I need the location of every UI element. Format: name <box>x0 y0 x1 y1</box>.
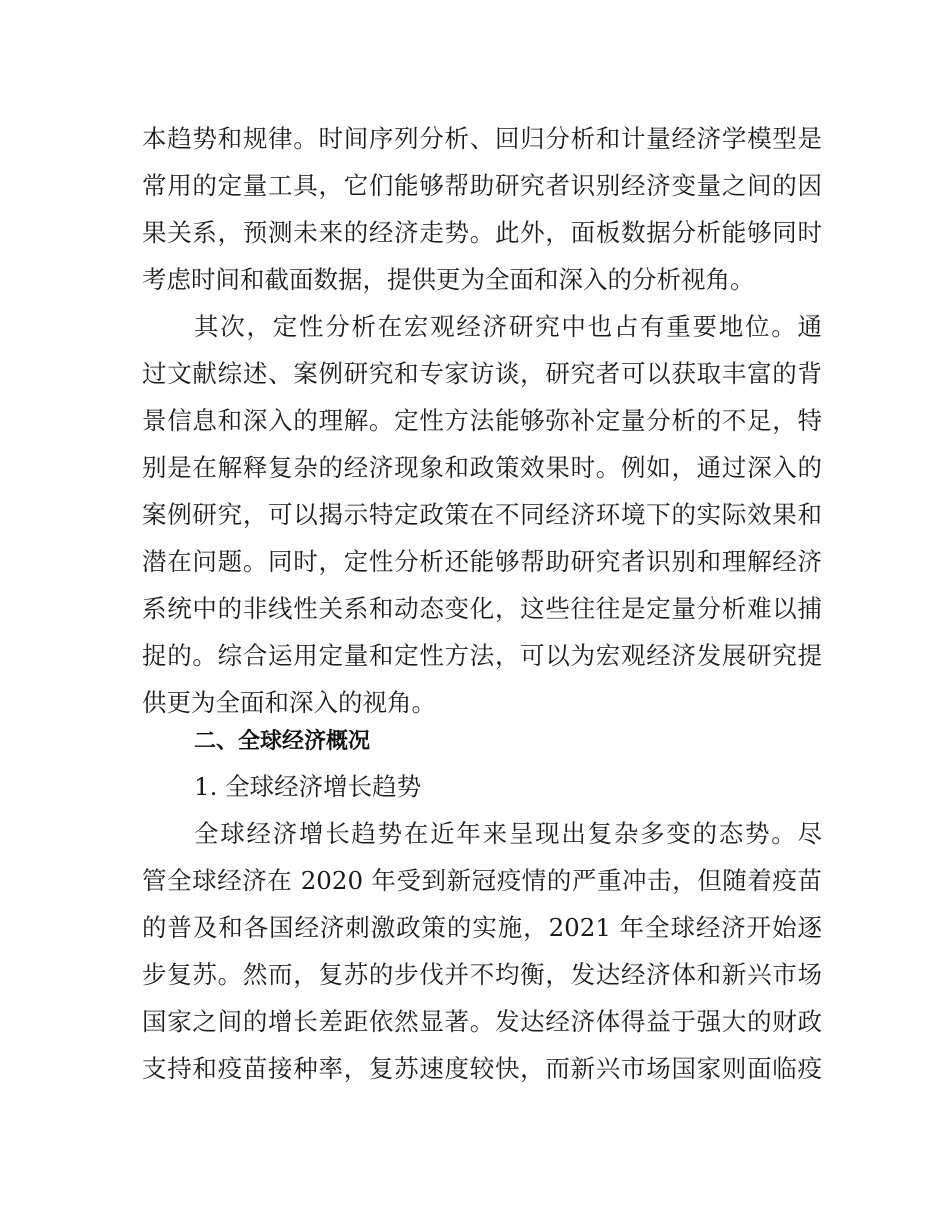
paragraph-3-line-2: 管全球经济在 2020 年受到新冠疫情的严重冲击，但随着疫苗 <box>142 866 822 895</box>
paragraph-2-line-3: 景信息和深入的理解。定性方法能够弥补定量分析的不足，特 <box>142 406 822 435</box>
paragraph-3-line-4: 步复苏。然而，复苏的步伐并不均衡，发达经济体和新兴市场 <box>142 960 822 989</box>
paragraph-2-line-5: 案例研究，可以揭示特定政策在不同经济环境下的实际效果和 <box>142 500 822 529</box>
paragraph-3-line-5: 国家之间的增长差距依然显著。发达经济体得益于强大的财政 <box>142 1007 822 1036</box>
paragraph-2-line-6: 潜在问题。同时，定性分析还能够帮助研究者识别和理解经济 <box>142 547 822 576</box>
paragraph-3-line-1: 全球经济增长趋势在近年来呈现出复杂多变的态势。尽 <box>194 819 822 848</box>
paragraph-2-line-4: 别是在解释复杂的经济现象和政策效果时。例如，通过深入的 <box>142 453 822 482</box>
paragraph-3-line-3: 的普及和各国经济刺激政策的实施，2021 年全球经济开始逐 <box>142 913 822 942</box>
paragraph-3-line-6: 支持和疫苗接种率，复苏速度较快，而新兴市场国家则面临疫 <box>142 1054 822 1083</box>
section-heading: 二、全球经济概况 <box>194 729 371 754</box>
paragraph-2-line-7: 系统中的非线性关系和动态变化，这些往往是定量分析难以捕 <box>142 594 822 623</box>
paragraph-2-line-8: 捉的。综合运用定量和定性方法，可以为宏观经济发展研究提 <box>142 641 822 670</box>
paragraph-2-line-1: 其次，定性分析在宏观经济研究中也占有重要地位。通 <box>194 312 822 341</box>
subsection-heading: 1. 全球经济增长趋势 <box>194 772 422 801</box>
paragraph-2-line-2: 过文献综述、案例研究和专家访谈，研究者可以获取丰富的背 <box>142 359 822 388</box>
paragraph-1-line-4: 考虑时间和截面数据，提供更为全面和深入的分析视角。 <box>142 265 755 294</box>
paragraph-2-line-9: 供更为全面和深入的视角。 <box>142 688 436 717</box>
paragraph-1-line-2: 常用的定量工具，它们能够帮助研究者识别经济变量之间的因 <box>142 171 822 200</box>
paragraph-1-line-1: 本趋势和规律。时间序列分析、回归分析和计量经济学模型是 <box>142 124 822 153</box>
paragraph-1-line-3: 果关系，预测未来的经济走势。此外，面板数据分析能够同时 <box>142 218 822 247</box>
